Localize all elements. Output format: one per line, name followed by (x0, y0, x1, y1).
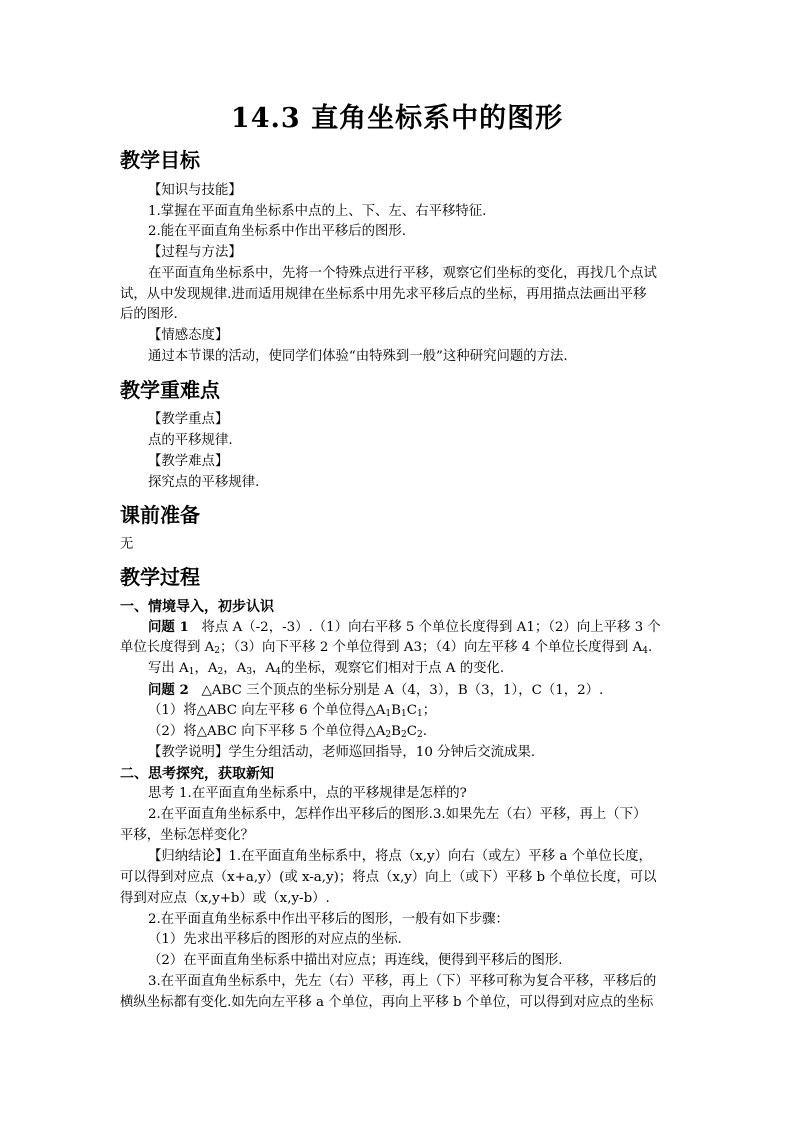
subscript: 3 (246, 667, 253, 677)
process-method-label: 【过程与方法】 (148, 245, 242, 260)
question-1-label: 问题 1 (148, 619, 189, 635)
think-line-2: 2.在平面直角坐标系中，怎样作出平移后的图形.3.如果先左（右）平移，再上（下） (148, 807, 647, 822)
preparation-text: 无 (120, 537, 134, 552)
knowledge-label: 【知识与技能】 (148, 183, 242, 198)
q1-text-part: ，A (194, 661, 218, 676)
subscript: 1 (400, 709, 407, 719)
q2-text-part: （1）将△ABC 向左平移 6 个单位得△A (148, 703, 386, 718)
knowledge-item-2: 2.能在平面直角坐标系中作出平移后的图形. (148, 224, 407, 239)
conclusion-line-2: 可以得到对应点（x+a,y）(或 x-a,y)；将点（x,y）向上（或下）平移 b 个单位长度，可以 (120, 870, 657, 885)
focus-text: 点的平移规律. (148, 433, 233, 448)
page-title: 14.3 直角坐标系中的图形 (230, 103, 564, 134)
q1-text-part: 的坐标，观察它们相对于点 A 的变化. (280, 661, 505, 676)
subscript: 4 (275, 667, 281, 677)
question-1-line-2 (120, 638, 652, 658)
question-1-line-1 (148, 617, 661, 638)
think-line-1: 思考 1.在平面直角坐标系中，点的平移规律是怎样的? (148, 786, 467, 801)
think-line-3: 平移，坐标怎样变化？ (120, 828, 254, 843)
q2-text-part: B (391, 724, 401, 739)
q1-text-part: ，A (252, 661, 276, 676)
question-2-item-2 (148, 722, 427, 742)
question-2-item-1 (148, 701, 436, 721)
subscript: 4 (642, 646, 648, 656)
difficulty-text: 探究点的平移规律. (148, 475, 260, 490)
process-method-line-3: 后的图形. (120, 307, 178, 322)
knowledge-item-1: 1.掌握在平面直角坐标系中点的上、下、左、右平移特征. (148, 204, 487, 219)
section-2-heading: 二、思考探究，获取新知 (120, 766, 274, 782)
q2-text-part: C (406, 703, 417, 718)
question-2-label: 问题 2 (148, 682, 189, 698)
subscript: 1 (385, 709, 392, 719)
paragraph-3-line-2: 横纵坐标都有变化.如先向左平移 a 个单位，再向上平移 b 个单位，可以得到对应点的坐标 (120, 995, 654, 1010)
q1-text-part: ；（3）向下平移 2 个单位得到 A3；（4）向左平移 4 个单位长度得到 A (220, 640, 643, 655)
attitude-label: 【情感态度】 (148, 328, 229, 343)
q2-text-part: ； (422, 703, 437, 718)
difficulty-label: 【教学难点】 (148, 454, 229, 469)
preparation-heading: 课前准备 (120, 503, 200, 527)
q2-text-part: （2）将△ABC 向下平移 5 个单位得△A (148, 724, 386, 739)
subscript: 2 (400, 730, 407, 740)
step-2: （2）在平面直角坐标系中描出对应点；再连线，便得到平移后的图形. (148, 953, 563, 968)
teaching-process-heading: 教学过程 (120, 565, 200, 589)
q2-text-part: B (391, 703, 401, 718)
paragraph-3-line-1: 3.在平面直角坐标系中，先左（右）平移，再上（下）平移可称为复合平移，平移后的 (148, 974, 657, 989)
subscript: 2 (385, 730, 392, 740)
subscript: 1 (188, 667, 195, 677)
subscript: 1 (416, 709, 423, 719)
keypoints-heading: 教学重难点 (120, 378, 220, 402)
step-1: （1）先求出平移后的图形的对应点的坐标. (148, 932, 402, 947)
objectives-heading: 教学目标 (120, 148, 200, 172)
subscript: 2 (214, 646, 221, 656)
teaching-note: 【教学说明】学生分组活动，老师巡回指导，10 分钟后交流成果. (148, 745, 536, 760)
section-1-heading: 一、情境导入，初步认识 (120, 599, 274, 615)
subscript: 2 (416, 730, 423, 740)
question-1-line-3 (148, 659, 504, 679)
q2-text-part: C (406, 724, 417, 739)
q1-text-part: 单位长度得到 A (120, 640, 215, 655)
q1-text-part: 写出 A (148, 661, 189, 676)
step-intro: 2.在平面直角坐标系中作出平移后的图形，一般有如下步骤： (148, 912, 509, 927)
q1-text-part: . (647, 640, 653, 655)
subscript: 2 (217, 667, 224, 677)
q1-text-part: ，A (223, 661, 247, 676)
process-method-line-1: 在平面直角坐标系中，先将一个特殊点进行平移，观察它们坐标的变化，再找几个点试 (148, 266, 657, 281)
attitude-text: 通过本节课的活动，使同学们体验“由特殊到一般”这种研究问题的方法. (148, 349, 568, 364)
question-2-line-1 (148, 680, 603, 701)
question-2-text: △ABC 三个顶点的坐标分别是 A（4，3），B（3，1），C（1，2）. (201, 683, 604, 698)
question-1-text: 将点 A（-2，-3）.（1）向右平移 5 个单位长度得到 A1；（2）向上平移 3 个 (201, 620, 661, 635)
q2-text-part: . (422, 724, 427, 739)
conclusion-line-1: 【归纳结论】1.在平面直角坐标系中，将点（x,y）向右（或左）平移 a 个单位长度， (148, 849, 652, 864)
focus-label: 【教学重点】 (148, 412, 229, 427)
process-method-line-2: 试，从中发现规律.进而适用规律在坐标系中用先求平移后点的坐标，再用描点法画出平移 (120, 287, 647, 302)
conclusion-line-3: 得到对应点（x,y+b）或（x,y-b）. (120, 891, 330, 906)
